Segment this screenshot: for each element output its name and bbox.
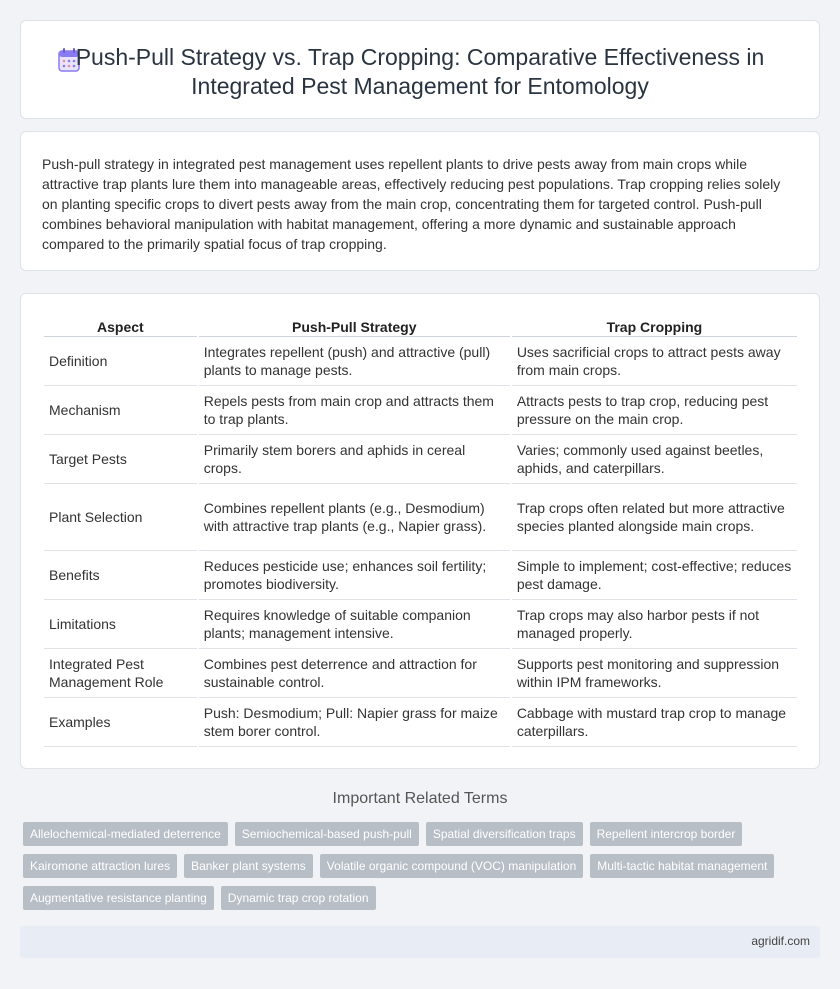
table-cell: Integrated Pest Management Role [44, 649, 197, 698]
table-cell: Attracts pests to trap crop, reducing pest pressure on the main crop. [512, 386, 797, 435]
table-cell: Combines pest deterrence and attraction for sustainable control. [199, 649, 510, 698]
related-term-tag[interactable]: Augmentative resistance planting [23, 886, 214, 910]
table-cell: Reduces pesticide use; enhances soil fertility; promotes biodiversity. [199, 551, 510, 600]
table-cell: Limitations [44, 600, 197, 649]
table-cell: Trap crops often related but more attractive species planted alongside main crops. [512, 484, 797, 551]
table-cell: Simple to implement; cost-effective; reduces pest damage. [512, 551, 797, 600]
table-row [44, 484, 797, 551]
related-term-tag[interactable]: Allelochemical-mediated deterrence [23, 822, 228, 846]
related-terms-list [23, 822, 813, 918]
related-term-tag[interactable]: Banker plant systems [184, 854, 313, 878]
column-header-push-pull: Push-Pull Strategy [199, 316, 510, 337]
column-header-trap-cropping: Trap Cropping [512, 316, 797, 337]
related-term-tag[interactable]: Kairomone attraction lures [23, 854, 177, 878]
table-cell: Benefits [44, 551, 197, 600]
related-term-tag[interactable]: Repellent intercrop border [590, 822, 743, 846]
summary-card [20, 131, 820, 271]
table-row [44, 386, 797, 435]
related-term-tag[interactable]: Spatial diversification traps [426, 822, 583, 846]
summary-text: Push-pull strategy in integrated pest management uses repellent plants to drive pests away from main crops while attractive trap plants lure them into manageable areas, effectively reducing pest populations. Trap cropping relies solely on planting specific crops to divert pests away from the main crop, concentrating them for targeted control. Push-pull combines behavioral manipulation with habitat management, offering a more dynamic and sustainable approach compared to the primarily spatial focus of trap cropping. [42, 156, 781, 252]
table-row [44, 649, 797, 698]
footer-site-link[interactable]: agridif.com [751, 934, 810, 948]
related-term-tag[interactable]: Volatile organic compound (VOC) manipulation [320, 854, 583, 878]
table-cell: Repels pests from main crop and attracts them to trap plants. [199, 386, 510, 435]
table-cell: Push: Desmodium; Pull: Napier grass for maize stem borer control. [199, 698, 510, 747]
page-title: Push-Pull Strategy vs. Trap Cropping: Comparative Effectiveness in Integrated Pest Management for Entomology [75, 44, 765, 99]
table-cell: Target Pests [44, 435, 197, 484]
comparison-table-card [20, 293, 820, 769]
table-row [44, 435, 797, 484]
table-cell: Cabbage with mustard trap crop to manage caterpillars. [512, 698, 797, 747]
related-term-tag[interactable]: Multi-tactic habitat management [590, 854, 774, 878]
table-row [44, 551, 797, 600]
table-cell: Uses sacrificial crops to attract pests away from main crops. [512, 337, 797, 386]
table-cell: Varies; commonly used against beetles, aphids, and caterpillars. [512, 435, 797, 484]
comparison-table [42, 316, 799, 747]
title-card [20, 20, 820, 119]
table-cell: Primarily stem borers and aphids in cereal crops. [199, 435, 510, 484]
table-header-row [44, 316, 797, 337]
table-cell: Definition [44, 337, 197, 386]
table-cell: Mechanism [44, 386, 197, 435]
footer [20, 926, 820, 958]
table-cell: Plant Selection [44, 484, 197, 551]
table-cell: Trap crops may also harbor pests if not managed properly. [512, 600, 797, 649]
related-term-tag[interactable]: Semiochemical-based push-pull [235, 822, 419, 846]
table-row [44, 698, 797, 747]
table-row [44, 600, 797, 649]
table-cell: Examples [44, 698, 197, 747]
related-terms-heading: Important Related Terms [332, 790, 508, 807]
table-cell: Supports pest monitoring and suppression within IPM frameworks. [512, 649, 797, 698]
table-cell: Combines repellent plants (e.g., Desmodium) with attractive trap plants (e.g., Napier grass). [199, 484, 510, 551]
table-cell: Integrates repellent (push) and attractive (pull) plants to manage pests. [199, 337, 510, 386]
column-header-aspect: Aspect [44, 316, 197, 337]
table-cell: Requires knowledge of suitable companion plants; management intensive. [199, 600, 510, 649]
related-term-tag[interactable]: Dynamic trap crop rotation [221, 886, 376, 910]
table-row [44, 337, 797, 386]
